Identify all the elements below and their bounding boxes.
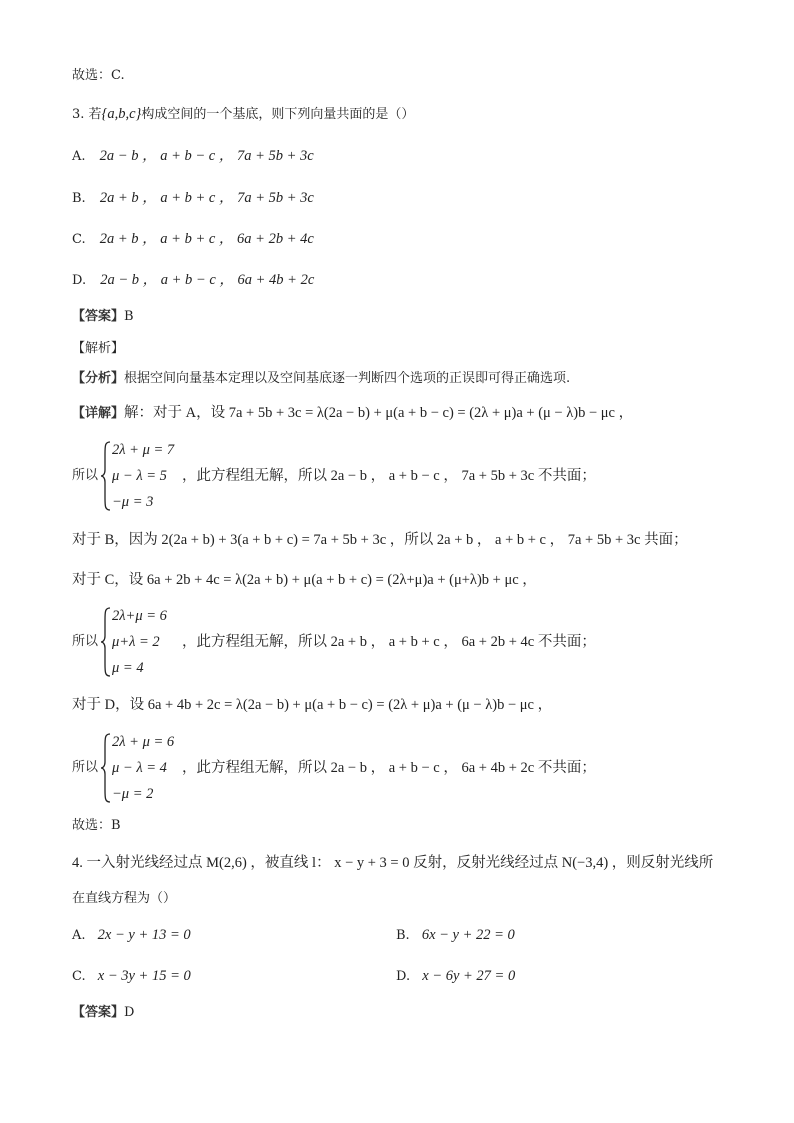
q3-option-a[interactable] — [72, 146, 314, 167]
q3-detail-d: 对于 D，设 6a + 4b + 2c = λ(2a − b) + μ(a + b − c) = (2λ + μ)a + (μ − λ)b − μc ， — [72, 697, 553, 713]
q3-conclusion: 故选：B — [72, 818, 121, 833]
equation-row: μ+λ = 2 — [112, 634, 160, 650]
fenxi-text: 根据空间向量基本定理以及空间基底逐一判断四个选项的正误即可得正确选项. — [124, 371, 571, 386]
option-label: C. — [72, 232, 86, 247]
system-label: 所以 — [72, 760, 99, 775]
detail-tag: 【详解】 — [72, 406, 125, 421]
system-conclusion: ，此方程组无解，所以 2a + b ， a + b + c ， 6a + 2b + 4c 不共面； — [182, 634, 596, 650]
left-brace-icon — [100, 732, 112, 804]
q3-detail-a — [72, 403, 633, 424]
q4-option-c[interactable] — [72, 966, 191, 987]
option-expression: 6x − y + 22 = 0 — [421, 927, 515, 943]
q3-detail-b: 对于 B，因为 2(2a + b) + 3(a + b + c) = 7a + 5b + 3c ，所以 2a + b ， a + b + c ， 7a + 5b + 3c 共面； — [72, 532, 688, 548]
answer-value: B — [124, 309, 134, 324]
answer-tag: 【答案】 — [72, 309, 125, 324]
equation-row: μ = 4 — [112, 660, 144, 676]
option-expression: 2x − y + 13 = 0 — [97, 927, 191, 943]
equation-row: 2λ + μ = 6 — [112, 734, 175, 750]
answer-tag: 【答案】 — [72, 1005, 125, 1020]
option-label: D. — [72, 273, 87, 288]
system-label: 所以 — [72, 634, 99, 649]
equation-row: 2λ+μ = 6 — [112, 608, 167, 624]
equation-row: −μ = 2 — [112, 786, 154, 802]
option-expression: x − 6y + 27 = 0 — [422, 968, 516, 984]
q3-stem-text: 构成空间的一个基底，则下列向量共面的是（） — [141, 107, 415, 122]
q4-option-b[interactable] — [396, 925, 515, 946]
q4-stem-line1: 4. 一入射光线经过点 M(2,6) ，被直线 l： x − y + 3 = 0 反射，反射光线经过点 N(−3,4) ，则反射光线所 — [72, 855, 714, 871]
q3-option-b[interactable] — [72, 188, 314, 209]
system-conclusion: ，此方程组无解，所以 2a − b ， a + b − c ， 7a + 5b + 3c 不共面； — [182, 468, 596, 484]
q3-option-d[interactable] — [72, 270, 314, 291]
equation-row: μ − λ = 4 — [112, 760, 167, 776]
system-conclusion: ，此方程组无解，所以 2a − b ， a + b − c ， 6a + 4b + 2c 不共面； — [182, 760, 596, 776]
analysis-heading: 【解析】 — [72, 341, 125, 356]
q3-stem — [72, 104, 414, 125]
option-label: A. — [72, 149, 86, 164]
q3-detail-c: 对于 C，设 6a + 2b + 4c = λ(2a + b) + μ(a + b + c) = (2λ+μ)a + (μ+λ)b + μc ， — [72, 572, 537, 588]
q3-analysis — [72, 369, 570, 389]
option-expression: 2a + b ， a + b + c ， 6a + 2b + 4c — [99, 231, 314, 247]
answer-value: D — [124, 1005, 135, 1020]
system-label: 所以 — [72, 468, 99, 483]
option-label: C. — [72, 969, 86, 984]
option-expression: x − 3y + 15 = 0 — [97, 968, 191, 984]
equation-row: μ − λ = 5 — [112, 468, 167, 484]
option-expression: 2a − b ， a + b − c ， 6a + 4b + 2c — [100, 272, 315, 288]
fenxi-tag: 【分析】 — [72, 371, 125, 386]
option-label: B. — [72, 191, 86, 206]
q4-stem-line2: 在直线方程为（） — [72, 891, 177, 906]
q4-option-a[interactable] — [72, 925, 191, 946]
q3-answer — [72, 307, 134, 327]
option-expression: 2a + b ， a + b + c ， 7a + 5b + 3c — [99, 190, 314, 206]
equation-row: −μ = 3 — [112, 494, 154, 510]
equation-row: 2λ + μ = 7 — [112, 442, 175, 458]
q4-option-d[interactable] — [396, 966, 515, 987]
q4-answer — [72, 1003, 134, 1023]
q3-number: 3. 若 — [72, 107, 102, 122]
option-label: A. — [72, 928, 86, 943]
option-expression: 2a − b ， a + b − c ， 7a + 5b + 3c — [99, 148, 314, 164]
option-label: D. — [396, 969, 411, 984]
left-brace-icon — [100, 606, 112, 678]
previous-conclusion: 故选：C. — [72, 68, 125, 83]
basis-set: {a,b,c} — [101, 106, 142, 122]
q3-option-c[interactable] — [72, 229, 314, 250]
option-label: B. — [396, 928, 410, 943]
detail-a-text: 解：对于 A，设 7a + 5b + 3c = λ(2a − b) + μ(a + b − c) = (2λ + μ)a + (μ − λ)b − μc ， — [124, 405, 634, 421]
left-brace-icon — [100, 440, 112, 512]
